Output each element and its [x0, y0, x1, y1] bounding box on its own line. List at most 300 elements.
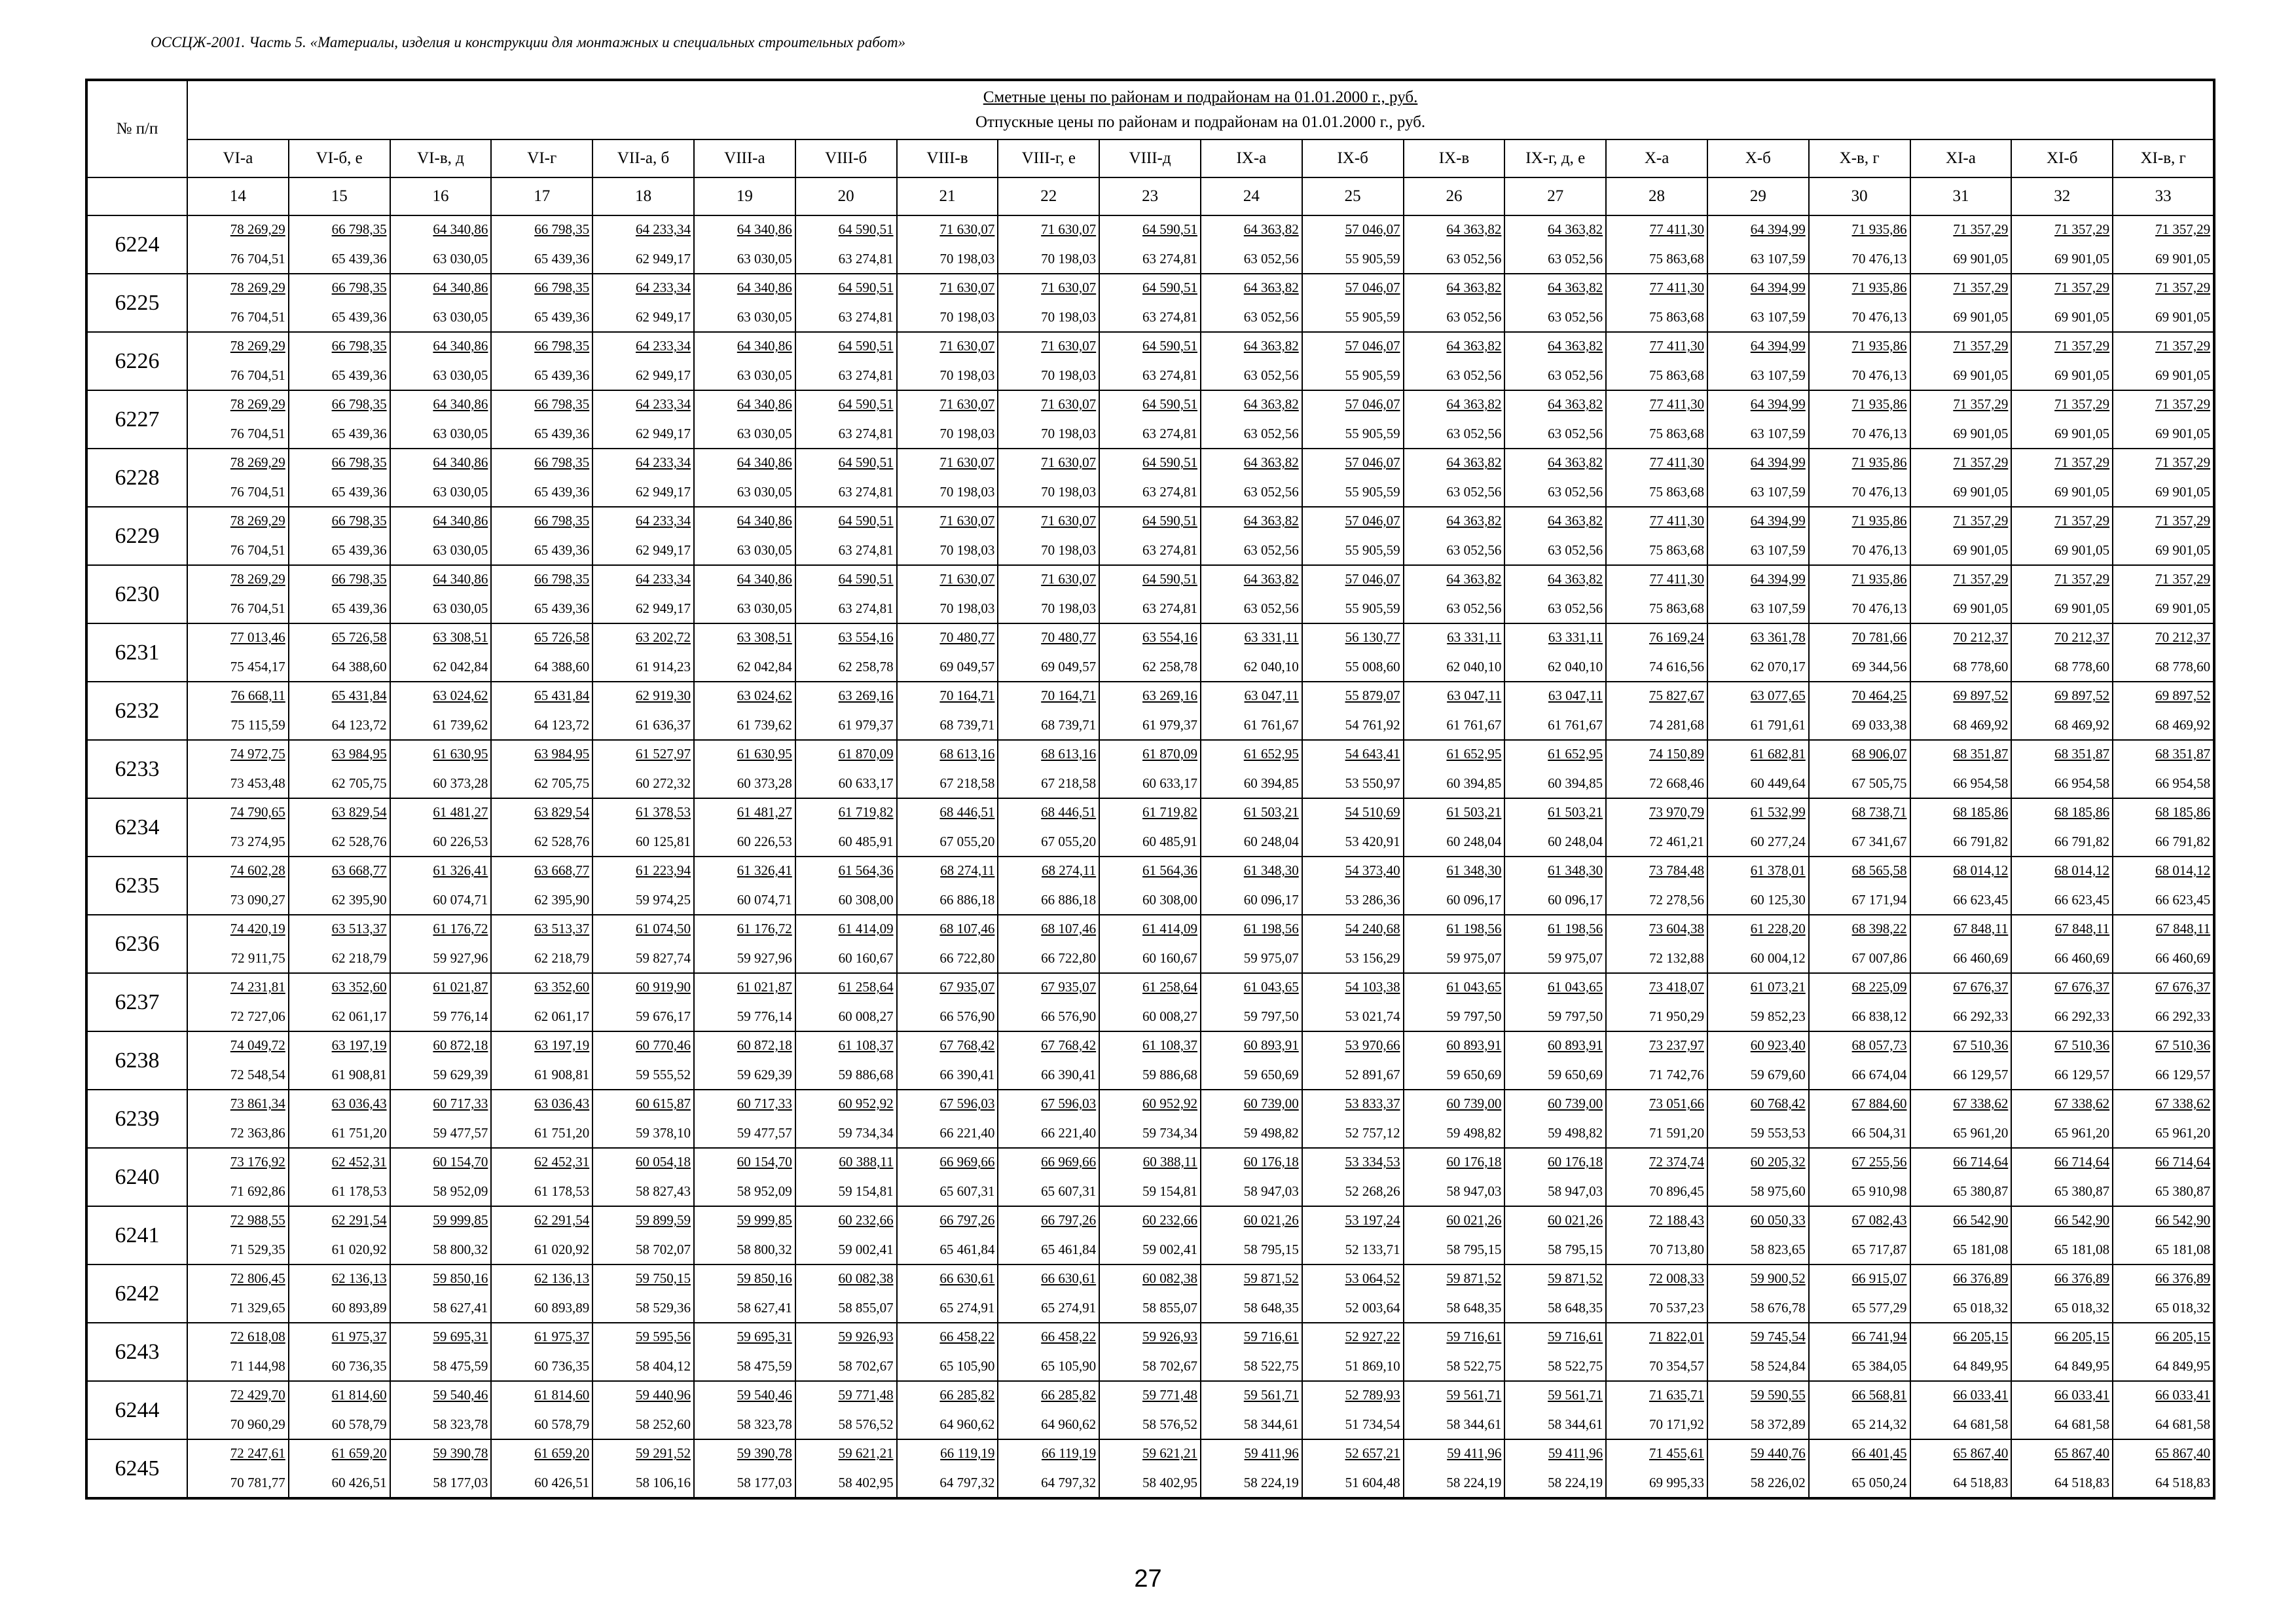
- estimate-price: 67 338,62: [2155, 1096, 2211, 1111]
- price-cell: [1707, 1264, 1809, 1323]
- estimate-price: 71 357,29: [2054, 513, 2110, 528]
- price-cell: [2113, 1439, 2214, 1498]
- estimate-price: 68 057,73: [1851, 1037, 1907, 1053]
- release-price: 63 052,56: [1446, 484, 1502, 500]
- price-cell: [390, 682, 492, 740]
- release-price: 65 461,84: [939, 1242, 995, 1257]
- price-cell: [2011, 390, 2113, 449]
- release-price: 60 074,71: [433, 892, 488, 908]
- estimate-price: 69 897,52: [2054, 688, 2110, 703]
- release-price: 63 274,81: [1142, 600, 1197, 616]
- price-cell: [1099, 1439, 1201, 1498]
- release-price: 62 061,17: [331, 1008, 387, 1024]
- release-price: 63 107,59: [1750, 542, 1806, 558]
- release-price: 71 329,65: [230, 1300, 285, 1316]
- estimate-price: 64 363,82: [1243, 571, 1299, 587]
- price-cell: [592, 798, 694, 857]
- release-price: 70 476,13: [1851, 367, 1907, 383]
- estimate-price: 64 363,82: [1548, 513, 1603, 528]
- estimate-price: 67 338,62: [2054, 1096, 2110, 1111]
- release-price: 67 055,20: [1041, 834, 1097, 849]
- release-price: 72 461,21: [1649, 834, 1704, 849]
- release-price: 63 052,56: [1243, 484, 1299, 500]
- estimate-price: 57 046,07: [1345, 454, 1400, 470]
- release-price: 58 344,61: [1243, 1416, 1299, 1432]
- price-cell: [998, 507, 1099, 565]
- price-cell: [2113, 915, 2214, 973]
- estimate-price: 77 411,30: [1649, 571, 1704, 587]
- estimate-price: 61 198,56: [1548, 921, 1603, 936]
- release-price: 58 344,61: [1446, 1416, 1502, 1432]
- release-price: 66 460,69: [2054, 950, 2110, 966]
- release-price: 68 778,60: [1953, 659, 2009, 674]
- release-price: 58 226,02: [1750, 1475, 1806, 1490]
- estimate-price: 71 357,29: [1953, 396, 2009, 412]
- price-cell: [1404, 1031, 1505, 1090]
- price-cell: [187, 798, 289, 857]
- release-price: 63 052,56: [1446, 251, 1502, 267]
- price-cell: [1099, 915, 1201, 973]
- release-price: 68 778,60: [2155, 659, 2211, 674]
- table-row: [86, 915, 2214, 973]
- release-price: 63 052,56: [1446, 426, 1502, 441]
- release-price: 66 576,90: [1041, 1008, 1097, 1024]
- release-price: 58 627,41: [737, 1300, 792, 1316]
- release-price: 63 107,59: [1750, 309, 1806, 325]
- estimate-price: 61 348,30: [1243, 862, 1299, 878]
- release-price: 67 218,58: [1041, 775, 1097, 791]
- price-cell: [1809, 915, 1910, 973]
- estimate-price: 63 269,16: [838, 688, 894, 703]
- release-price: 58 522,75: [1243, 1358, 1299, 1374]
- release-price: 76 704,51: [230, 600, 285, 616]
- price-cell: [1910, 682, 2012, 740]
- price-cell: [1099, 1090, 1201, 1148]
- estimate-price: 63 047,11: [1447, 688, 1502, 703]
- release-price: 59 886,68: [838, 1067, 894, 1082]
- estimate-price: 64 340,86: [737, 280, 792, 295]
- estimate-price: 57 046,07: [1345, 513, 1400, 528]
- price-cell: [491, 915, 592, 973]
- release-price: 69 995,33: [1649, 1475, 1704, 1490]
- price-cell: [694, 449, 795, 507]
- release-price: 72 911,75: [230, 950, 285, 966]
- price-cell: [1099, 274, 1201, 332]
- region-header: IX-г, д, е: [1504, 139, 1606, 177]
- estimate-price: 64 590,51: [1142, 396, 1197, 412]
- region-header: X-а: [1606, 139, 1707, 177]
- estimate-price: 71 630,07: [1041, 396, 1097, 412]
- estimate-price: 72 806,45: [230, 1270, 285, 1286]
- row-number: 6230: [86, 565, 187, 623]
- price-cell: [390, 973, 492, 1031]
- price-cell: [289, 1031, 390, 1090]
- release-price: 59 676,17: [635, 1008, 691, 1024]
- estimate-price: 71 630,07: [939, 338, 995, 354]
- estimate-price: 57 046,07: [1345, 571, 1400, 587]
- release-price: 54 761,92: [1345, 717, 1400, 733]
- estimate-price: 64 363,82: [1243, 396, 1299, 412]
- estimate-price: 64 363,82: [1548, 280, 1603, 295]
- price-cell: [694, 623, 795, 682]
- release-price: 72 668,46: [1649, 775, 1704, 791]
- release-price: 61 914,23: [635, 659, 691, 674]
- price-cell: [1099, 1031, 1201, 1090]
- price-cell: [2011, 623, 2113, 682]
- price-cell: [2113, 332, 2214, 390]
- estimate-price: 64 394,99: [1750, 513, 1806, 528]
- price-cell: [1606, 973, 1707, 1031]
- release-price: 63 030,05: [737, 484, 792, 500]
- estimate-price: 53 197,24: [1345, 1212, 1400, 1228]
- release-price: 58 947,03: [1446, 1183, 1502, 1199]
- price-cell: [1302, 798, 1404, 857]
- release-price: 64 123,72: [331, 717, 387, 733]
- release-price: 64 681,58: [2155, 1416, 2211, 1432]
- price-cell: [2113, 1148, 2214, 1206]
- release-price: 61 979,37: [838, 717, 894, 733]
- estimate-price: 71 357,29: [1953, 280, 2009, 295]
- estimate-price: 61 814,60: [331, 1387, 387, 1403]
- price-cell: [1504, 215, 1606, 274]
- estimate-price: 54 240,68: [1345, 921, 1400, 936]
- estimate-price: 74 602,28: [230, 862, 285, 878]
- estimate-price: 61 326,41: [433, 862, 488, 878]
- release-price: 70 713,80: [1649, 1242, 1704, 1257]
- price-cell: [1606, 215, 1707, 274]
- release-price: 59 886,68: [1142, 1067, 1197, 1082]
- release-price: 59 629,39: [737, 1067, 792, 1082]
- estimate-price: 59 561,71: [1446, 1387, 1502, 1403]
- release-price: 63 030,05: [737, 309, 792, 325]
- price-cell: [289, 915, 390, 973]
- release-price: 65 439,36: [534, 600, 590, 616]
- column-number: 30: [1809, 177, 1910, 215]
- price-cell: [2113, 973, 2214, 1031]
- release-price: 58 475,59: [737, 1358, 792, 1374]
- price-cell: [1910, 274, 2012, 332]
- release-price: 65 274,91: [939, 1300, 995, 1316]
- estimate-price: 71 357,29: [2155, 338, 2211, 354]
- price-cell: [1504, 1264, 1606, 1323]
- estimate-price: 71 935,86: [1851, 571, 1907, 587]
- release-price: 73 274,95: [230, 834, 285, 849]
- price-cell: [1302, 1439, 1404, 1498]
- estimate-price: 64 340,86: [433, 338, 488, 354]
- estimate-price: 63 077,65: [1750, 688, 1806, 703]
- price-cell: [1910, 215, 2012, 274]
- release-price: 69 901,05: [2155, 426, 2211, 441]
- region-header: VIII-г, е: [998, 139, 1099, 177]
- price-cell: [1201, 1323, 1302, 1381]
- price-cell: [694, 973, 795, 1031]
- release-price: 62 528,76: [331, 834, 387, 849]
- release-price: 58 627,41: [433, 1300, 488, 1316]
- column-number: 18: [592, 177, 694, 215]
- release-price: 75 863,68: [1649, 426, 1704, 441]
- column-number: 29: [1707, 177, 1809, 215]
- estimate-price: 64 590,51: [838, 513, 894, 528]
- estimate-price: 64 340,86: [737, 396, 792, 412]
- estimate-price: 71 630,07: [939, 571, 995, 587]
- price-cell: [491, 215, 592, 274]
- price-cell: [289, 1206, 390, 1264]
- release-price: 58 702,67: [1142, 1358, 1197, 1374]
- price-cell: [1302, 1264, 1404, 1323]
- estimate-price: 70 464,25: [1851, 688, 1907, 703]
- estimate-price: 71 357,29: [2054, 221, 2110, 237]
- release-price: 69 901,05: [2155, 484, 2211, 500]
- price-cell: [1201, 682, 1302, 740]
- estimate-price: 66 798,35: [331, 221, 387, 237]
- header-title-row: [86, 80, 2214, 139]
- price-cell: [592, 1439, 694, 1498]
- release-price: 64 849,95: [1953, 1358, 2009, 1374]
- estimate-price: 77 411,30: [1649, 280, 1704, 295]
- estimate-price: 66 798,35: [331, 571, 387, 587]
- price-cell: [187, 740, 289, 798]
- price-cell: [1606, 1264, 1707, 1323]
- release-price: 69 901,05: [2054, 484, 2110, 500]
- price-cell: [1606, 507, 1707, 565]
- price-cell: [1201, 857, 1302, 915]
- price-cell: [2011, 915, 2113, 973]
- estimate-price: 59 695,31: [737, 1329, 792, 1344]
- release-price: 68 469,92: [2054, 717, 2110, 733]
- release-price: 65 018,32: [2155, 1300, 2211, 1316]
- estimate-price: 77 411,30: [1649, 513, 1704, 528]
- release-price: 70 896,45: [1649, 1183, 1704, 1199]
- release-price: 65 607,31: [1041, 1183, 1097, 1199]
- release-price: 59 776,14: [433, 1008, 488, 1024]
- estimate-price: 63 197,19: [331, 1037, 387, 1053]
- release-price: 52 133,71: [1345, 1242, 1400, 1257]
- column-number: 21: [897, 177, 998, 215]
- release-price: 75 115,59: [230, 717, 285, 733]
- price-cell: [1201, 274, 1302, 332]
- estimate-price: 77 411,30: [1649, 454, 1704, 470]
- release-price: 58 576,52: [838, 1416, 894, 1432]
- estimate-price: 71 357,29: [2155, 454, 2211, 470]
- estimate-price: 70 212,37: [2155, 629, 2211, 645]
- price-cell: [795, 449, 897, 507]
- price-cell: [1910, 1381, 2012, 1439]
- release-price: 63 107,59: [1750, 251, 1806, 267]
- estimate-price: 78 269,29: [230, 513, 285, 528]
- estimate-price: 60 205,32: [1750, 1154, 1806, 1170]
- release-price: 58 177,03: [433, 1475, 488, 1490]
- estimate-price: 60 154,70: [433, 1154, 488, 1170]
- price-cell: [1201, 390, 1302, 449]
- release-price: 65 384,05: [1851, 1358, 1907, 1374]
- estimate-price: 66 205,15: [2054, 1329, 2110, 1344]
- estimate-price: 59 590,55: [1750, 1387, 1806, 1403]
- estimate-price: 66 376,89: [2155, 1270, 2211, 1286]
- price-cell: [1302, 274, 1404, 332]
- table-row: [86, 682, 2214, 740]
- estimate-price: 64 233,34: [635, 571, 691, 587]
- price-cell: [187, 915, 289, 973]
- column-number: 26: [1404, 177, 1505, 215]
- release-price: 59 002,41: [1142, 1242, 1197, 1257]
- estimate-price: 68 107,46: [939, 921, 995, 936]
- release-price: 65 439,36: [331, 426, 387, 441]
- release-price: 62 218,79: [534, 950, 590, 966]
- release-price: 63 030,05: [737, 426, 792, 441]
- table-row: [86, 1206, 2214, 1264]
- row-number: 6245: [86, 1439, 187, 1498]
- estimate-price: 62 452,31: [534, 1154, 590, 1170]
- price-cell: [1201, 1206, 1302, 1264]
- column-number: 28: [1606, 177, 1707, 215]
- price-cell: [1504, 1031, 1606, 1090]
- estimate-price: 72 988,55: [230, 1212, 285, 1228]
- estimate-price: 66 714,64: [2054, 1154, 2110, 1170]
- price-cell: [2011, 1148, 2113, 1206]
- row-number: 6232: [86, 682, 187, 740]
- price-cell: [1404, 565, 1505, 623]
- price-cell: [1910, 623, 2012, 682]
- price-cell: [1606, 332, 1707, 390]
- release-price: 68 739,71: [1041, 717, 1097, 733]
- row-number: 6226: [86, 332, 187, 390]
- region-header: X-б: [1707, 139, 1809, 177]
- estimate-price: 54 643,41: [1345, 746, 1400, 762]
- row-number: 6228: [86, 449, 187, 507]
- price-cell: [390, 1264, 492, 1323]
- release-price: 58 800,32: [737, 1242, 792, 1257]
- price-cell: [1404, 390, 1505, 449]
- price-cell: [1404, 1090, 1505, 1148]
- release-price: 65 439,36: [534, 426, 590, 441]
- price-cell: [1404, 915, 1505, 973]
- release-price: 62 705,75: [331, 775, 387, 791]
- estimate-price: 78 269,29: [230, 221, 285, 237]
- estimate-price: 60 717,33: [433, 1096, 488, 1111]
- release-price: 76 704,51: [230, 367, 285, 383]
- estimate-price: 64 363,82: [1243, 221, 1299, 237]
- estimate-price: 61 682,81: [1750, 746, 1806, 762]
- price-cell: [2011, 215, 2113, 274]
- estimate-price: 64 340,86: [433, 396, 488, 412]
- price-cell: [1302, 740, 1404, 798]
- price-cell: [795, 215, 897, 274]
- price-cell: [897, 507, 998, 565]
- estimate-price: 61 258,64: [838, 979, 894, 995]
- estimate-price: 64 233,34: [635, 338, 691, 354]
- release-price: 59 852,23: [1750, 1008, 1806, 1024]
- release-price: 58 702,07: [635, 1242, 691, 1257]
- release-price: 59 797,50: [1548, 1008, 1603, 1024]
- price-cell: [491, 1206, 592, 1264]
- release-price: 70 476,13: [1851, 426, 1907, 441]
- estimate-price: 66 630,61: [1041, 1270, 1097, 1286]
- estimate-price: 74 231,81: [230, 979, 285, 995]
- estimate-price: 61 198,56: [1243, 921, 1299, 936]
- price-cell: [795, 1148, 897, 1206]
- release-price: 70 198,03: [939, 251, 995, 267]
- estimate-price: 72 247,61: [230, 1445, 285, 1461]
- estimate-price: 72 618,08: [230, 1329, 285, 1344]
- release-price: 69 901,05: [1953, 426, 2009, 441]
- release-price: 59 555,52: [635, 1067, 691, 1082]
- release-price: 63 274,81: [838, 251, 894, 267]
- release-price: 55 905,59: [1345, 251, 1400, 267]
- estimate-price: 73 604,38: [1649, 921, 1704, 936]
- price-cell: [795, 332, 897, 390]
- release-price: 75 863,68: [1649, 309, 1704, 325]
- estimate-price: 63 197,19: [534, 1037, 590, 1053]
- release-price: 70 476,13: [1851, 542, 1907, 558]
- release-price: 64 518,83: [1953, 1475, 2009, 1490]
- price-cell: [2113, 1090, 2214, 1148]
- release-price: 66 954,58: [1953, 775, 2009, 791]
- estimate-price: 68 014,12: [1953, 862, 2009, 878]
- release-price: 63 274,81: [838, 542, 894, 558]
- price-cell: [795, 390, 897, 449]
- estimate-price: 60 021,26: [1446, 1212, 1502, 1228]
- price-cell: [694, 274, 795, 332]
- price-cell: [1302, 1381, 1404, 1439]
- release-price: 65 439,36: [534, 484, 590, 500]
- release-price: 60 096,17: [1243, 892, 1299, 908]
- price-cell: [289, 623, 390, 682]
- estimate-price: 71 357,29: [2155, 396, 2211, 412]
- estimate-price: 61 108,37: [838, 1037, 894, 1053]
- region-header: VIII-а: [694, 139, 795, 177]
- release-price: 73 453,48: [230, 775, 285, 791]
- price-cell: [289, 565, 390, 623]
- release-price: 62 949,17: [635, 542, 691, 558]
- estimate-price: 72 188,43: [1649, 1212, 1704, 1228]
- release-price: 58 947,03: [1243, 1183, 1299, 1199]
- release-price: 65 961,20: [2155, 1125, 2211, 1141]
- estimate-price: 74 972,75: [230, 746, 285, 762]
- price-cell: [592, 857, 694, 915]
- release-price: 60 373,28: [737, 775, 792, 791]
- release-price: 60 394,85: [1243, 775, 1299, 791]
- region-header: IX-в: [1404, 139, 1505, 177]
- release-price: 75 863,68: [1649, 484, 1704, 500]
- price-cell: [897, 565, 998, 623]
- estimate-price: 67 848,11: [1954, 921, 2009, 936]
- estimate-price: 64 590,51: [1142, 513, 1197, 528]
- estimate-price: 59 899,59: [635, 1212, 691, 1228]
- price-cell: [592, 332, 694, 390]
- price-cell: [1504, 507, 1606, 565]
- release-price: 64 960,62: [939, 1416, 995, 1432]
- release-price: 69 901,05: [2054, 600, 2110, 616]
- price-cell: [1404, 274, 1505, 332]
- estimate-price: 59 440,76: [1750, 1445, 1806, 1461]
- estimate-price: 63 352,60: [331, 979, 387, 995]
- estimate-price: 59 716,61: [1243, 1329, 1299, 1344]
- release-price: 71 950,29: [1649, 1008, 1704, 1024]
- price-cell: [390, 274, 492, 332]
- row-number-header: № п/п: [86, 80, 187, 177]
- estimate-price: 61 870,09: [1142, 746, 1197, 762]
- release-price: 64 849,95: [2155, 1358, 2211, 1374]
- release-price: 69 049,57: [1041, 659, 1097, 674]
- price-cell: [1910, 1206, 2012, 1264]
- estimate-price: 60 021,26: [1548, 1212, 1603, 1228]
- price-cell: [998, 623, 1099, 682]
- release-price: 65 607,31: [939, 1183, 995, 1199]
- estimate-price: 59 999,85: [433, 1212, 488, 1228]
- estimate-price: 69 897,52: [2155, 688, 2211, 703]
- estimate-price: 64 590,51: [838, 221, 894, 237]
- price-cell: [694, 740, 795, 798]
